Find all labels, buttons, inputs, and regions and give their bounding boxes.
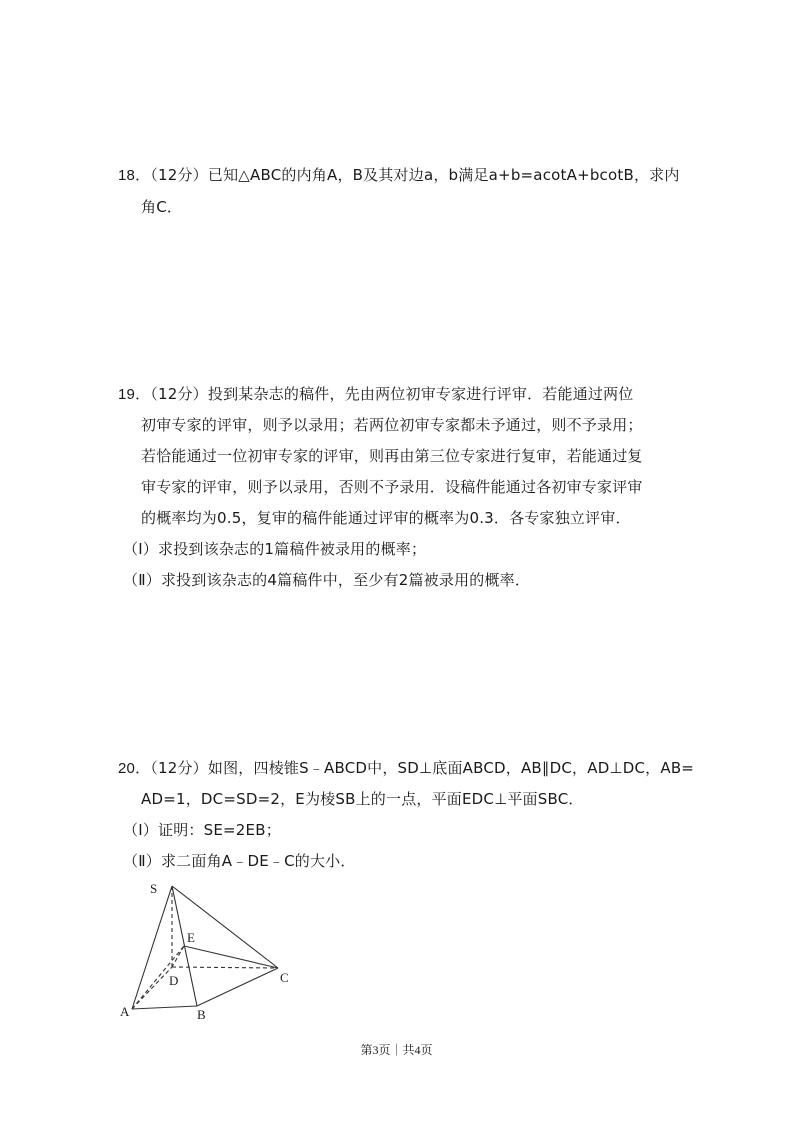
q19-line-2 bbox=[141, 415, 643, 435]
q19-line-1 bbox=[118, 384, 634, 405]
label-c: C bbox=[280, 970, 289, 985]
q19-text-2: 初审专家的评审，则予以录用；若两位初审专家都未予通过，则不予录用； bbox=[141, 416, 643, 434]
q19-number: 19． bbox=[118, 386, 151, 403]
edge-dc bbox=[172, 967, 278, 968]
q20-text-2: AD=1，DC=SD=2，E为棱SB上的一点，平面EDC⊥平面SBC． bbox=[141, 790, 584, 808]
q18-points: （12分） bbox=[150, 166, 208, 184]
q20-number: 20． bbox=[118, 760, 151, 777]
q19-line-3 bbox=[141, 446, 643, 466]
q18-number: 18． bbox=[118, 167, 151, 184]
q20-line-1 bbox=[118, 758, 694, 779]
q20-text-1: 如图，四棱锥S﹣ABCD中，SD⊥底面ABCD，AB∥DC，AD⊥DC，AB= bbox=[207, 759, 695, 777]
q18-text-2: 角C． bbox=[141, 198, 183, 216]
q19-part-2-text: （Ⅱ）求投到该杂志的4篇稿件中，至少有2篇被录用的概率． bbox=[123, 571, 531, 589]
q19-part-1-text: （Ⅰ）求投到该杂志的1篇稿件被录用的概率； bbox=[123, 540, 427, 558]
q19-points: （12分） bbox=[150, 385, 208, 403]
label-s: S bbox=[150, 881, 158, 896]
q19-text-4: 审专家的评审，则予以录用，否则不予录用．设稿件能通过各初审专家评审 bbox=[141, 478, 643, 496]
edge-bc bbox=[197, 968, 278, 1006]
q18-line-1 bbox=[118, 165, 680, 186]
q20-part-2-text: （Ⅱ）求二面角A﹣DE﹣C的大小． bbox=[123, 852, 356, 870]
q19-part-1 bbox=[123, 539, 426, 559]
q20-line-2 bbox=[141, 789, 584, 809]
q19-line-5 bbox=[141, 508, 631, 528]
page-footer: 第3页｜共4页 bbox=[360, 1043, 433, 1057]
q19-line-4 bbox=[141, 477, 643, 497]
edge-ad bbox=[132, 967, 172, 1009]
q19-text-5: 的概率均为0.5，复审的稿件能通过评审的概率为0.3．各专家独立评审． bbox=[141, 509, 631, 527]
q19-text-1: 投到某杂志的稿件，先由两位初审专家进行评审．若能通过两位 bbox=[207, 385, 634, 403]
edge-sa bbox=[132, 886, 172, 1009]
q20-part-1 bbox=[123, 820, 281, 840]
label-b: B bbox=[197, 1007, 206, 1022]
pyramid-figure bbox=[112, 876, 302, 1022]
q18-text-1: 已知△ABC的内角A，B及其对边a，b满足a+b=acotA+bcotB，求内 bbox=[207, 166, 680, 184]
q20-part-1-text: （Ⅰ）证明：SE=2EB； bbox=[123, 821, 281, 839]
edge-ed bbox=[172, 946, 184, 967]
q19-text-3: 若恰能通过一位初审专家的评审，则再由第三位专家进行复审，若能通过复 bbox=[141, 447, 643, 465]
q20-points: （12分） bbox=[150, 759, 208, 777]
edge-ab bbox=[132, 1006, 197, 1009]
q18-line-2 bbox=[141, 197, 182, 217]
label-a: A bbox=[120, 1004, 130, 1019]
label-e: E bbox=[187, 930, 195, 945]
q20-part-2 bbox=[123, 851, 356, 871]
q19-part-2 bbox=[123, 570, 530, 590]
label-d: D bbox=[169, 973, 179, 988]
